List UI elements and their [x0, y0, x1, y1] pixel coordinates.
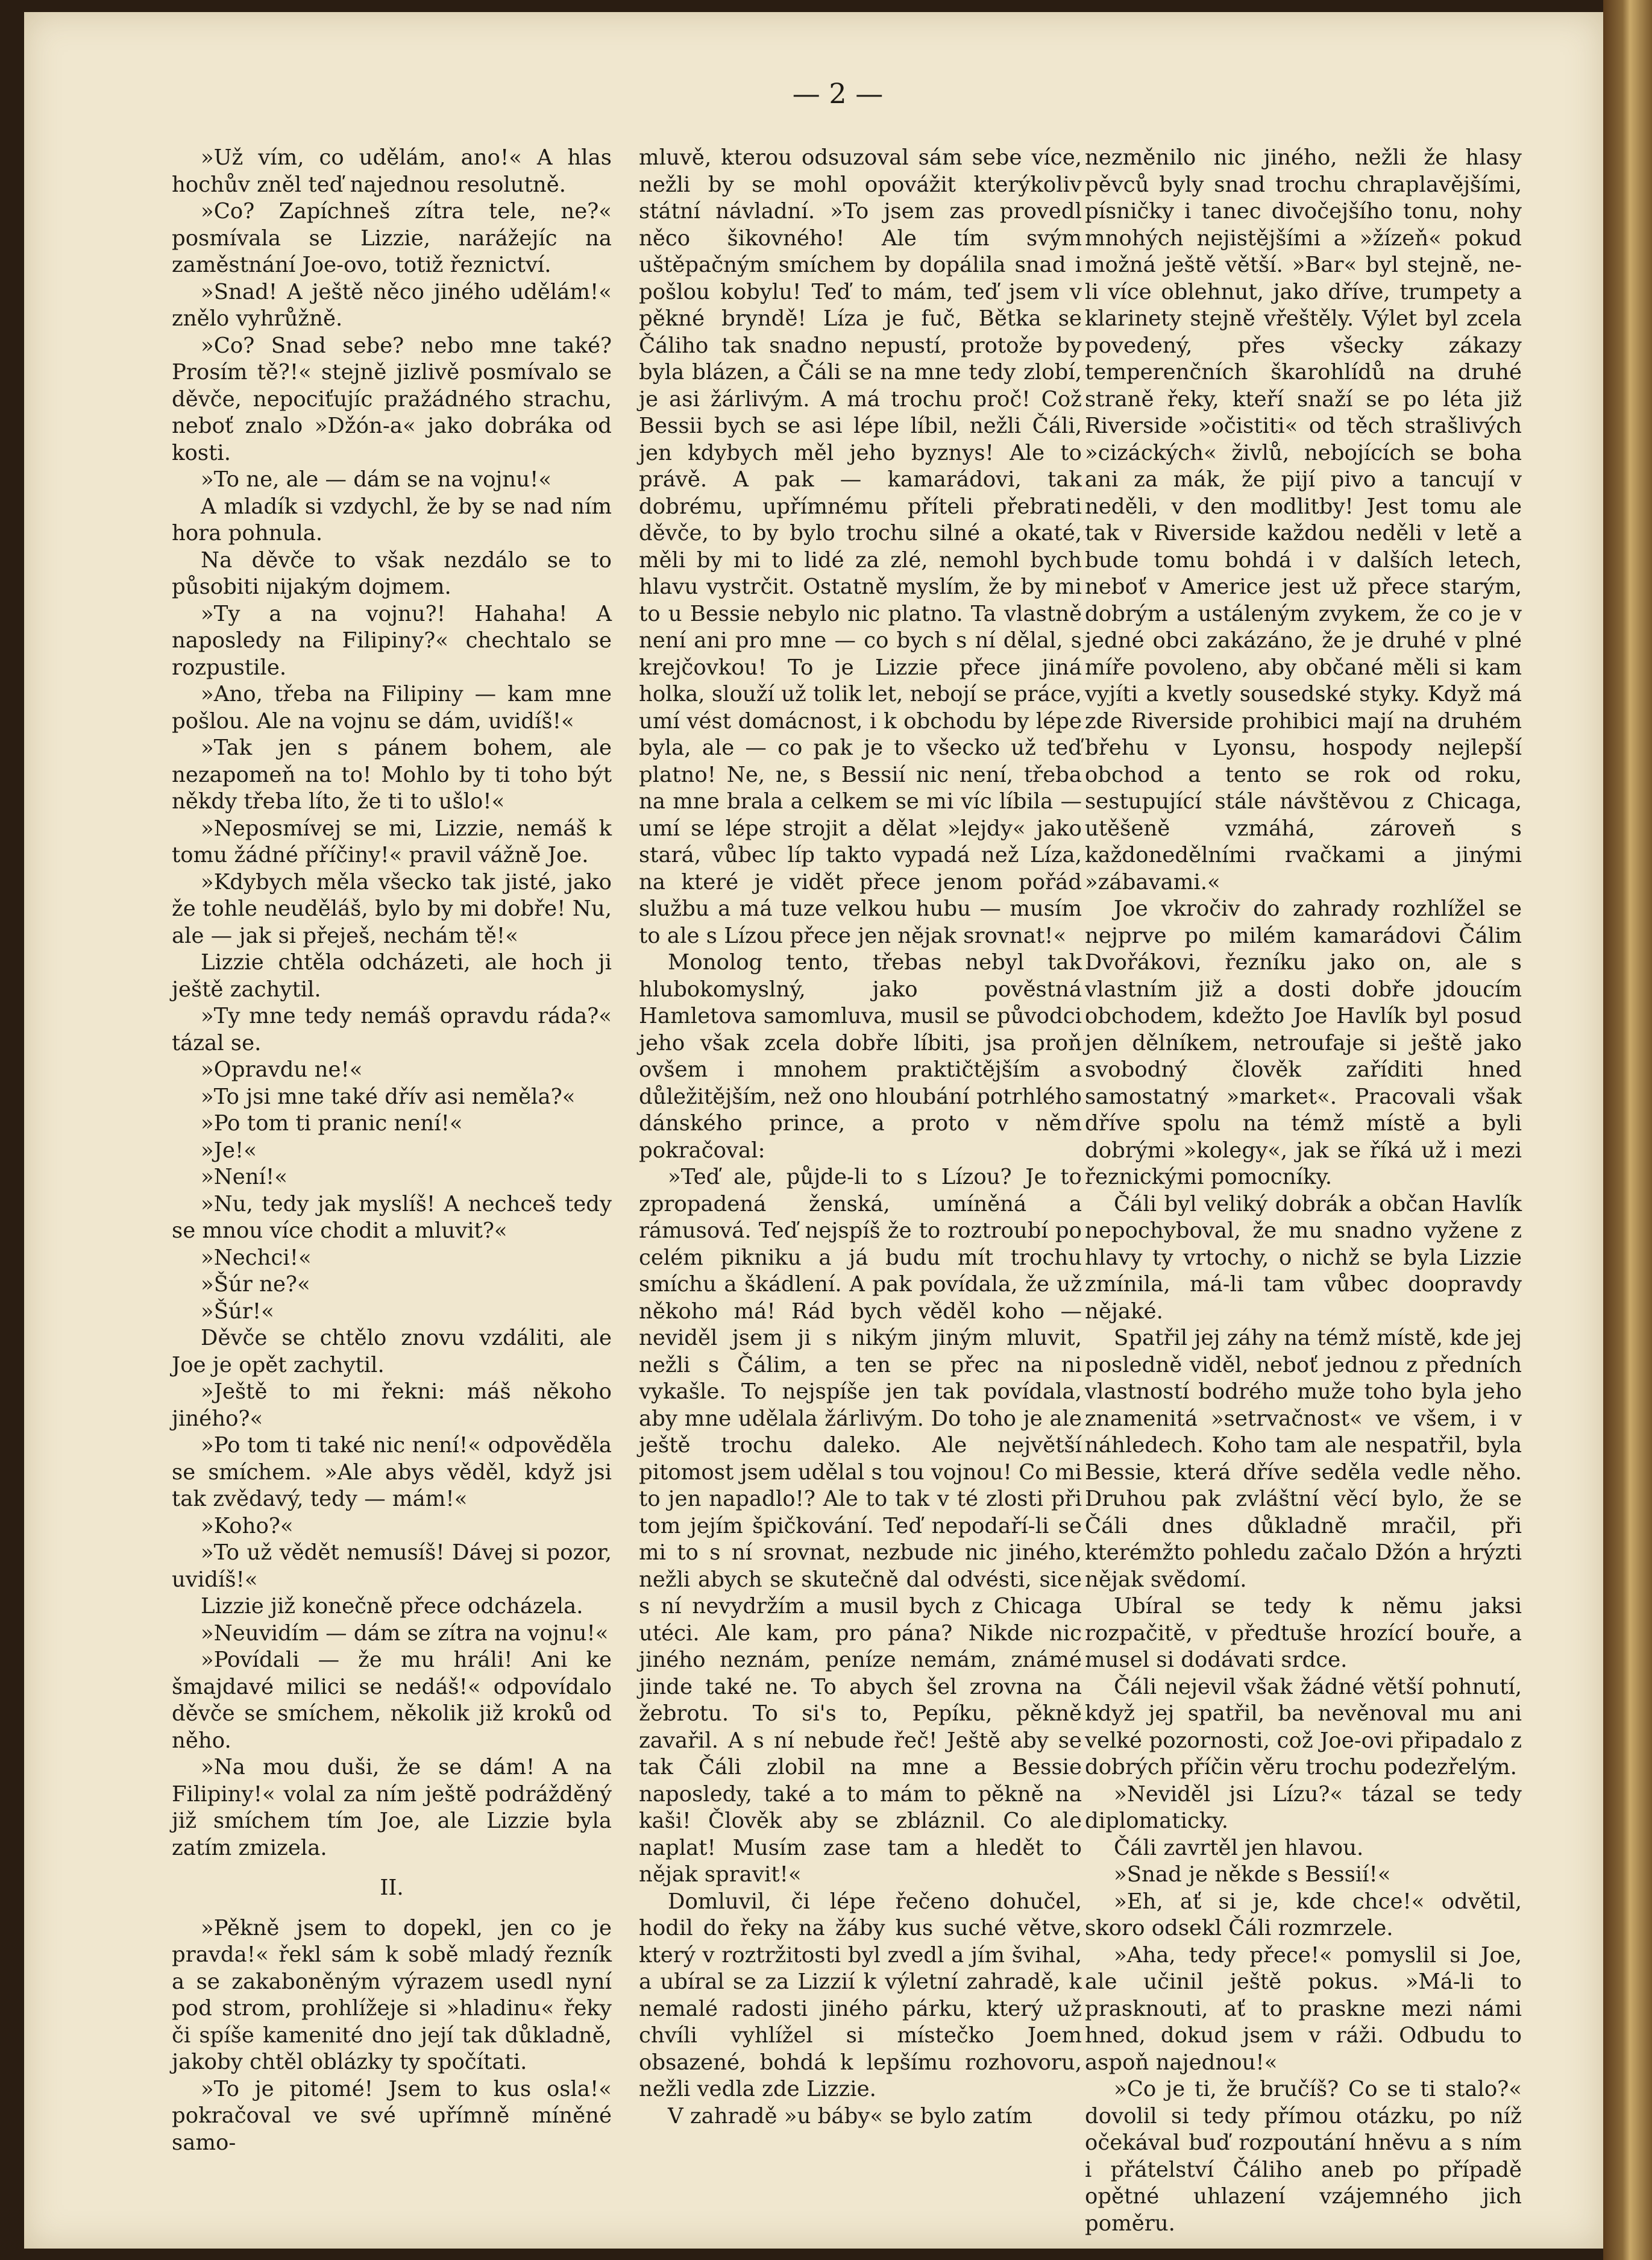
- paragraph: Čáli zavrtěl jen hlavou.: [1114, 1835, 1364, 1860]
- text-column-3: [1085, 145, 1522, 2237]
- paragraph: »Snad! A ještě něco jiného udělám!« znělo vyhrůžně.: [172, 279, 612, 331]
- paragraph: »Eh, ať si je, kde chce!« odvětil, skoro odsekl Čáli rozmrzele.: [1085, 1889, 1522, 1941]
- paragraph: »Po tom ti pranic není!«: [201, 1111, 463, 1136]
- paragraph: »Ty a na vojnu?! Hahaha! A naposledy na Filipiny?« chechtalo se rozpustile.: [172, 601, 612, 680]
- paragraph: »Ještě to mi řekni: máš někoho jiného?«: [172, 1379, 612, 1431]
- paragraph: »Šúr!«: [201, 1298, 274, 1324]
- paragraph: Lizzie již konečně přece odcházela.: [201, 1594, 583, 1619]
- newspaper-page: [24, 12, 1603, 2249]
- text-column-1: [172, 145, 612, 2156]
- paragraph: »Ty mne tedy nemáš opravdu ráda?« tázal se.: [172, 1004, 612, 1056]
- paragraph: »Neuvidím — dám se zítra na vojnu!«: [201, 1620, 609, 1646]
- paragraph: Lizzie chtěla odcházeti, ale hoch ji ještě zachytil.: [172, 950, 612, 1002]
- section-heading: II.: [380, 1875, 404, 1900]
- paragraph: nezměnilo nic jiného, nežli že hlasy pěvců byly snad trochu chraplavějšími, písničky i tanec divočejšího tonu, nohy mnohých nejistějšími a »žízeň« pokud možná ještě větší. »Bar« byl stejně, ne-li více oblehnut, jako dříve, trumpety a klarinety stejně vřeštěly. Výlet byl zcela povedený, přes všecky zákazy temperenčních škarohlídů na druhé straně řeky, kteří snaží se po léta již Riverside »očistiti« od těch strašlivých »cizáckých« živlů, nebojících se boha ani za mák, že pijí pivo a tancují v neděli, v den modlitby! Jest tomu ale tak v Riverside každou neděli v letě a bude tomu bohdá i v dalších letech, neboť v Americe jest už přece starým, dobrým a ustáleným zvykem, že co je v jedné obci zakázáno, že je druhé v plné míře povoleno, aby občané měli si kam vyjíti a kvetly sousedské styky. Když má zde Riverside prohibici mají na druhém břehu v Lyonsu, hospody nejlepší obchod a tento se rok od roku, sestupující stále návštěvou z Chicaga, utěšeně vzmáhá, zároveň s každonedělními rvačkami a jinými »zábavami.«: [1085, 145, 1522, 895]
- paragraph: »To už vědět nemusíš! Dávej si pozor, uvidíš!«: [172, 1540, 612, 1592]
- page-number: — 2 —: [792, 77, 884, 110]
- paragraph: Čáli byl veliký dobrák a občan Havlík nepochyboval, že mu snadno vyžene z hlavy ty vrtochy, o nichž se byla Lizzie zmínila, má-li tam vůbec doopravdy nějaké.: [1085, 1191, 1522, 1324]
- paragraph: »Ano, třeba na Filipiny — kam mne pošlou. Ale na vojnu se dám, uvidíš!«: [172, 682, 612, 734]
- paragraph: »Koho?«: [201, 1513, 294, 1538]
- text-column-2: [639, 145, 1082, 2130]
- paragraph: »Co? Zapíchneš zítra tele, ne?« posmívala se Lizzie, narážejíc na zaměstnání Joe-ovo, totiž řeznictví.: [172, 199, 612, 277]
- book-edge: [1603, 0, 1652, 2260]
- paragraph: »Po tom ti také nic není!« odpověděla se smíchem. »Ale abys věděl, když jsi tak zvědavý, tedy — mám!«: [172, 1433, 612, 1511]
- paragraph: »To je pitomé! Jsem to kus osla!« pokračoval ve své upřímně míněné samo-: [172, 2076, 612, 2155]
- paragraph: Monolog tento, třebas nebyl tak hlubokomyslný, jako pověstná Hamletova samomluva, musil se původci jeho však zcela dobře líbiti, jsa proň ovšem i mnohem praktičtějším a důležitějším, než ono hloubání potrhlého dánského prince, a proto v něm pokračoval:: [639, 950, 1082, 1163]
- paragraph: »Snad je někde s Bessií!«: [1114, 1862, 1391, 1887]
- paragraph: »Co je ti, že bručíš? Co se ti stalo?« dovolil si tedy přímou otázku, po níž očekával buď rozpoutání hněvu a s ním i přátelství Čáliho aneb po případě opětné uhlazení vzájemného jich poměru.: [1085, 2077, 1522, 2236]
- paragraph: mluvě, kterou odsuzoval sám sebe více, nežli by se mohl opovážit kterýkoliv státní návladní. »To jsem zas provedl něco šikovného! Ale tím svým uštěpačným smíchem by dopálila snad i pošlou kobylu! Teď to mám, teď jsem v pěkné bryndě! Líza je fuč, Bětka se Čáliho tak snadno nepustí, protože by byla blázen, a Čáli se na mne tedy zlobí, je asi žárlivým. A má trochu proč! Což Bessii bych se asi lépe líbil, nežli Čáli, jen kdybych měl jeho byznys! Ale to právě. A pak — kamarádovi, tak dobrému, upřímnému příteli přebrati děvče, to by bylo trochu silné a okaté, měli by mi to lidé za zlé, nemohl bych hlavu vystrčit. Ostatně myslím, že by mi to u Bessie nebylo nic platno. Ta vlastně není ani pro mne — co bych s ní dělal, s krejčovkou! To je Lizzie přece jiná holka, slouží už tolik let, nebojí se práce, umí vést domácnost, i k obchodu by lépe byla, ale — co pak je to všecko už teď platno! Ne, ne, s Bessií nic není, třeba na mne brala a celkem se mi víc líbila — umí se lépe strojit a dělat »lejdy« jako stará, vůbec líp takto vypadá než Líza, na které je vidět přece jenom pořád službu a má tuze velkou hubu — musím to ale s Lízou přece jen nějak srovnat!«: [639, 145, 1082, 948]
- paragraph: Na děvče to však nezdálo se to působiti nijakým dojmem.: [172, 547, 612, 599]
- paragraph: Joe vkročiv do zahrady rozhlížel se nejprve po milém kamarádovi Čálim Dvořákovi, řezníku jako on, ale s vlastním již a dosti dobře jdoucím obchodem, kdežto Joe Havlík byl posud jen dělníkem, netroufaje si ještě jako svobodný člověk zaříditi hned samostatný »market«. Pracovali však dříve spolu na témž místě a byli dobrými »kolegy«, jak se říká už i mezi řeznickými pomocníky.: [1085, 896, 1522, 1189]
- paragraph: »Pěkně jsem to dopekl, jen co je pravda!« řekl sám k sobě mladý řezník a se zakaboněným výrazem usedl nyní pod strom, prohlížeje si »hladinu« řeky či spíše kamenité dno její tak důkladně, jakoby chtěl oblázky ty spočítati.: [172, 1915, 612, 2074]
- paragraph: Děvče se chtělo znovu vzdáliti, ale Joe je opět zachytil.: [172, 1326, 612, 1377]
- paragraph: »Co? Snad sebe? nebo mne také? Prosím tě?!« stejně jizlivě posmívalo se děvče, nepociťujíc pražádného strachu, neboť znalo »Džón-a« jako dobráka od kosti.: [172, 333, 612, 465]
- paragraph: V zahradě »u báby« se bylo zatím: [668, 2103, 1032, 2129]
- paragraph: Čáli nejevil však žádné větší pohnutí, když jej spatřil, ba nevěnoval mu ani velké pozornosti, což Joe-ovi připadalo z dobrých příčin věru trochu podezřelým.: [1085, 1674, 1522, 1780]
- paragraph: »Opravdu ne!«: [201, 1057, 363, 1082]
- paragraph: Ubíral se tedy k němu jaksi rozpačitě, v předtuše hrozící bouře, a musel si dodávati srdce.: [1085, 1594, 1522, 1672]
- paragraph: »Není!«: [201, 1165, 287, 1189]
- paragraph: »Neviděl jsi Lízu?« tázal se tedy diplomaticky.: [1085, 1781, 1522, 1833]
- paragraph: Domluvil, či lépe řečeno dohučel, hodil do řeky na žáby kus suché větve, který v roztržitosti byl zvedl a jím švihal, a ubíral se za Lizzií k výletní zahradě, k nemalé radosti jiného párku, který už chvíli vyhlížel si místečko Joem obsazené, bohdá k lepšímu rozhovoru, nežli vedla zde Lizzie.: [639, 1889, 1082, 2101]
- paragraph: »Na mou duši, že se dám! A na Filipiny!« volal za ním ještě podrážděný již smíchem tím Joe, ale Lizzie byla zatím zmizela.: [172, 1755, 612, 1860]
- paragraph: »Povídali — že mu hráli! Ani ke šmajdavé milici se nedáš!« odpovídalo děvče se smíchem, několik již kroků od něho.: [172, 1648, 612, 1753]
- paragraph: »Nu, tedy jak myslíš! A nechceš tedy se mnou více chodit a mluvit?«: [172, 1191, 612, 1243]
- paragraph: »To ne, ale — dám se na vojnu!«: [201, 467, 552, 492]
- paragraph: »Teď ale, půjde-li to s Lízou? Je to zpropadená ženská, umíněná a rámusová. Teď nejspíš že to roztroubí po celém pikniku a já budu mít trochu smíchu a škádlení. A pak povídala, že už někoho má! Rád bych věděl koho — neviděl jsem ji s nikým jiným mluvit, nežli s Čálim, a ten se přec na ni vykašle. To nejspíše jen tak povídala, aby mne udělala žárlivým. Do toho je ale ještě trochu daleko. Ale největší pitomost jsem udělal s tou vojnou! Co mi to jen napadlo!? Ale to tak v té zlosti při tom jejím špičkování. Teď nepodaří-li se mi to s ní srovnat, nezbude nic jiného, nežli abych se skutečně dal odvésti, sice s ní nevydržím a musil bych z Chicaga utéci. Ale kam, pro pána? Nikde nic jiného neznám, peníze nemám, známé jinde také ne. To abych šel zrovna na žebrotu. To si's to, Pepíku, pěkně zavařil. A s ní nebude řeč! Ještě aby se tak Čáli zlobil na mne a Bessie naposledy, také a to mám to pěkně na kaši! Člověk aby se zbláznil. Co ale naplat! Musím zase tam a hledět to nějak spravit!«: [639, 1165, 1082, 1887]
- paragraph: »To jsi mne také dřív asi neměla?«: [201, 1084, 576, 1109]
- paragraph: Spatřil jej záhy na témž místě, kde jej posledně viděl, neboť jednou z předních vlastností bodrého muže toho byla jeho znamenitá »setrvačnost« ve všem, i v náhledech. Koho tam ale nespatřil, byla Bessie, která dříve seděla vedle něho. Druhou pak zvláštní věcí bylo, že se Čáli dnes důkladně mračil, při kterémžto pohledu začalo Džón a hrýzti nějak svědomí.: [1085, 1326, 1522, 1592]
- paragraph: »Neposmívej se mi, Lizzie, nemáš k tomu žádné příčiny!« pravil vážně Joe.: [172, 816, 612, 867]
- paragraph: »Už vím, co udělám, ano!« A hlas hochův zněl teď najednou resolutně.: [172, 145, 612, 197]
- paragraph: »Je!«: [201, 1138, 257, 1163]
- paragraph: »Nechci!«: [201, 1245, 312, 1270]
- paragraph: »Tak jen s pánem bohem, ale nezapomeň na to! Mohlo by ti toho být někdy třeba líto, že ti to ušlo!«: [172, 735, 612, 814]
- paragraph: A mladík si vzdychl, že by se nad ním hora pohnula.: [172, 494, 612, 546]
- paragraph: »Aha, tedy přece!« pomyslil si Joe, ale učinil ještě pokus. »Má-li to prasknouti, ať to praskne mezi námi hned, dokud jsem v ráži. Odbudu to aspoň najednou!«: [1085, 1942, 1522, 2075]
- paragraph: »Šúr ne?«: [201, 1272, 310, 1297]
- paragraph: »Kdybych měla všecko tak jisté, jako že tohle neuděláš, bylo by mi dobře! Nu, ale — jak si přeješ, nechám tě!«: [172, 869, 612, 948]
